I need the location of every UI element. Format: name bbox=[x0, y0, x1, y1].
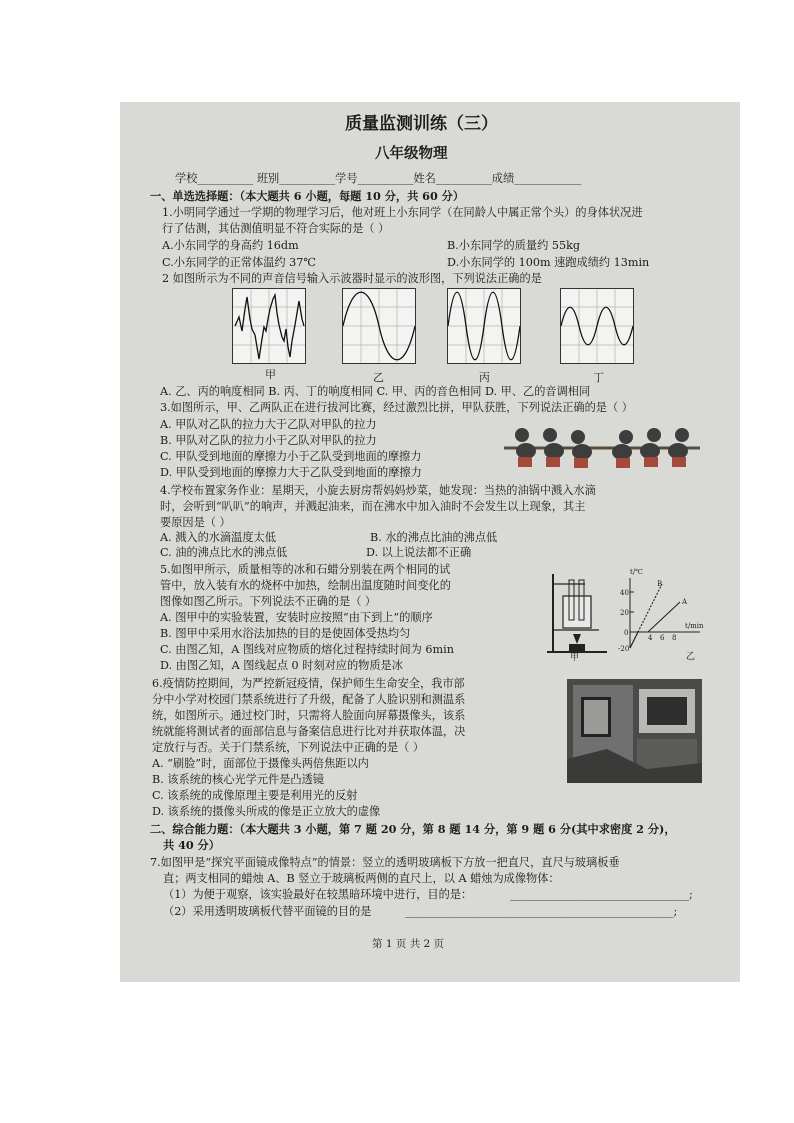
q5-option-c: C. 由图乙知，A 图线对应物质的熔化过程持续时间为 6min bbox=[160, 643, 454, 656]
q5-graph-tick-20: 20 bbox=[620, 609, 629, 617]
q7-stem-line2: 直；两支相同的蜡烛 A、B 竖立于玻璃板两侧的直尺上，以 A 蜡烛为成像物体： bbox=[163, 872, 560, 885]
q5-option-a: A. 图甲中的实验装置，安装时应按照“由下到上”的顺序 bbox=[160, 611, 433, 624]
q6-stem-line4: 统就能将测试者的面部信息与备案信息进行比对并获取体温，决 bbox=[152, 725, 466, 738]
q5-option-d: D. 由图乙知，A 图线起点 0 时刻对应的物质是冰 bbox=[160, 659, 403, 672]
q7-part2-answer-blank[interactable]: ________________________________________________; bbox=[405, 905, 678, 918]
waveform-label-yi: 乙 bbox=[373, 371, 384, 384]
waveform-label-ding: 丁 bbox=[593, 371, 604, 384]
q3-stem: 3.如图所示，甲、乙两队正在进行拔河比赛，经过激烈比拼，甲队获胜，下列说法正确的是（ ） bbox=[160, 401, 633, 414]
q1-option-a: A.小东同学的身高约 16dm bbox=[162, 239, 299, 252]
q5-graph-curve-a: A bbox=[682, 598, 688, 606]
q5-graph-tick-8: 8 bbox=[672, 634, 677, 642]
q4-option-b: B. 水的沸点比油的沸点低 bbox=[370, 531, 498, 544]
q3-option-a: A. 甲队对乙队的拉力大于乙队对甲队的拉力 bbox=[160, 418, 377, 431]
q4-stem-line1: 4.学校布置家务作业：星期天，小旋去厨房帮妈妈炒菜，她发现：当热的油锅中溅入水滴 bbox=[160, 484, 596, 497]
section1-heading: 一、单选选择题：（本大题共 6 小题，每题 10 分，共 60 分） bbox=[150, 189, 465, 203]
q1-stem-line1: 1.小明同学通过一学期的物理学习后，他对班上小东同学（在同龄人中属正常个头）的身体状况进 bbox=[162, 206, 643, 219]
q5-graph-axis-temp: t/℃ bbox=[630, 568, 644, 576]
q4-option-a: A. 溅入的水滴温度太低 bbox=[160, 531, 276, 544]
page-footer: 第 1 页 共 2 页 bbox=[372, 938, 445, 950]
q1-option-c: C.小东同学的正常体温约 37℃ bbox=[162, 256, 316, 269]
q6-stem-line3: 统，如图所示。通过校门时，只需将人脸面向屏幕摄像头，该系 bbox=[152, 709, 466, 722]
q6-stem-line1: 6.疫情防控期间，为严控新冠疫情，保护师生生命安全，我市部 bbox=[152, 677, 465, 690]
q5-graph-tick-40: 40 bbox=[620, 589, 629, 597]
q5-graph-axis-time: t/min bbox=[685, 622, 704, 630]
q7-part1: （1）为便于观察，该实验最好在较黑暗环境中进行，目的是： bbox=[163, 888, 473, 901]
q1-option-b: B.小东同学的质量约 55kg bbox=[447, 239, 581, 252]
q5-graph-tick-6: 6 bbox=[660, 634, 665, 642]
waveform-bing bbox=[447, 288, 521, 364]
q4-option-d: D. 以上说法都不正确 bbox=[366, 546, 472, 559]
q6-option-d: D. 该系统的摄像头所成的像是正立放大的虚像 bbox=[152, 805, 381, 818]
q5-graph-tick-minus20: -20 bbox=[618, 645, 630, 653]
q3-option-c: C. 甲队受到地面的摩擦力小于乙队受到地面的摩擦力 bbox=[160, 450, 422, 463]
q4-stem-line3: 要原因是（ ） bbox=[160, 516, 231, 529]
waveform-ding bbox=[560, 288, 634, 364]
waveform-label-jia: 甲 bbox=[265, 368, 276, 381]
q5-graph-tick-0: 0 bbox=[624, 629, 629, 637]
q7-part2: （2）采用透明玻璃板代替平面镜的目的是 bbox=[163, 905, 372, 918]
waveform-yi bbox=[342, 288, 416, 364]
student-info-line: 学校__________ 班别__________学号__________姓名__________成绩____________ bbox=[175, 172, 582, 185]
waveform-jia bbox=[232, 288, 306, 364]
q6-stem-line5: 定放行与否。关于门禁系统，下列说法中正确的是（ ） bbox=[152, 741, 425, 754]
q4-stem-line2: 时，会听到“叭叭”的响声，并溅起油来，而在沸水中加入油时不会发生以上现象，其主 bbox=[160, 500, 586, 513]
q3-option-d: D. 甲队受到地面的摩擦力大于乙队受到地面的摩擦力 bbox=[160, 466, 422, 479]
section2-heading-line2: 共 40 分） bbox=[163, 838, 220, 852]
q5-graph-tick-4: 4 bbox=[648, 634, 653, 642]
q1-option-d: D.小东同学的 100m 速跑成绩约 13min bbox=[447, 256, 650, 269]
q5-stem-line3: 图像如图乙所示。下列说法不正确的是（ ） bbox=[160, 595, 377, 608]
q7-part1-answer-blank[interactable]: ________________________________; bbox=[510, 888, 693, 901]
q4-option-c: C. 油的沸点比水的沸点低 bbox=[160, 546, 288, 559]
q6-option-c: C. 该系统的成像原理主要是利用光的反射 bbox=[152, 789, 358, 802]
q5-graph-curve-b: B bbox=[657, 580, 663, 588]
face-recognition-gate-photo bbox=[567, 679, 702, 783]
q5-stem-line1: 5.如图甲所示，质量相等的冰和石蜡分别装在两个相同的试 bbox=[160, 563, 451, 576]
tug-of-war-image bbox=[500, 421, 705, 471]
q7-stem-line1: 7.如图甲是“探究平面镜成像特点”的情景：竖立的透明玻璃板下方放一把直尺，直尺与玻璃板垂 bbox=[150, 856, 620, 869]
exam-subtitle: 八年级物理 bbox=[375, 145, 448, 162]
q6-option-b: B. 该系统的核心光学元件是凸透镜 bbox=[152, 773, 324, 786]
q2-options: A. 乙、丙的响度相同 B. 丙、丁的响度相同 C. 甲、丙的音色相同 D. 甲、乙的音调相同 bbox=[160, 385, 591, 398]
q3-option-b: B. 甲队对乙队的拉力小于乙队对甲队的拉力 bbox=[160, 434, 377, 447]
q6-option-a: A. “刷脸”时，面部位于摄像头两倍焦距以内 bbox=[152, 757, 369, 770]
section2-heading-line1: 二、综合能力题：（本大题共 3 小题，第 7 题 20 分，第 8 题 14 分，第 9 题 6 分(其中求密度 2 分)， bbox=[150, 822, 676, 836]
q5-figure-label-yi: 乙 bbox=[686, 652, 696, 662]
waveform-label-bing: 丙 bbox=[479, 371, 490, 384]
q6-stem-line2: 分中小学对校园门禁系统进行了升级，配备了人脸识别和测温系 bbox=[152, 693, 466, 706]
q2-stem: 2 如图所示为不同的声音信号输入示波器时显示的波形图，下列说法正确的是 bbox=[162, 272, 542, 285]
q5-option-b: B. 图甲中采用水浴法加热的目的是使固体受热均匀 bbox=[160, 627, 411, 640]
q5-figure-label-jia: 甲 bbox=[570, 653, 580, 663]
water-bath-apparatus-figure bbox=[545, 572, 615, 662]
q5-stem-line2: 管中，放入装有水的烧杯中加热，绘制出温度随时间变化的 bbox=[160, 579, 451, 592]
exam-title: 质量监测训练（三） bbox=[345, 114, 498, 134]
q1-stem-line2: 行了估测，其估测值明显不符合实际的是（ ） bbox=[162, 222, 390, 235]
